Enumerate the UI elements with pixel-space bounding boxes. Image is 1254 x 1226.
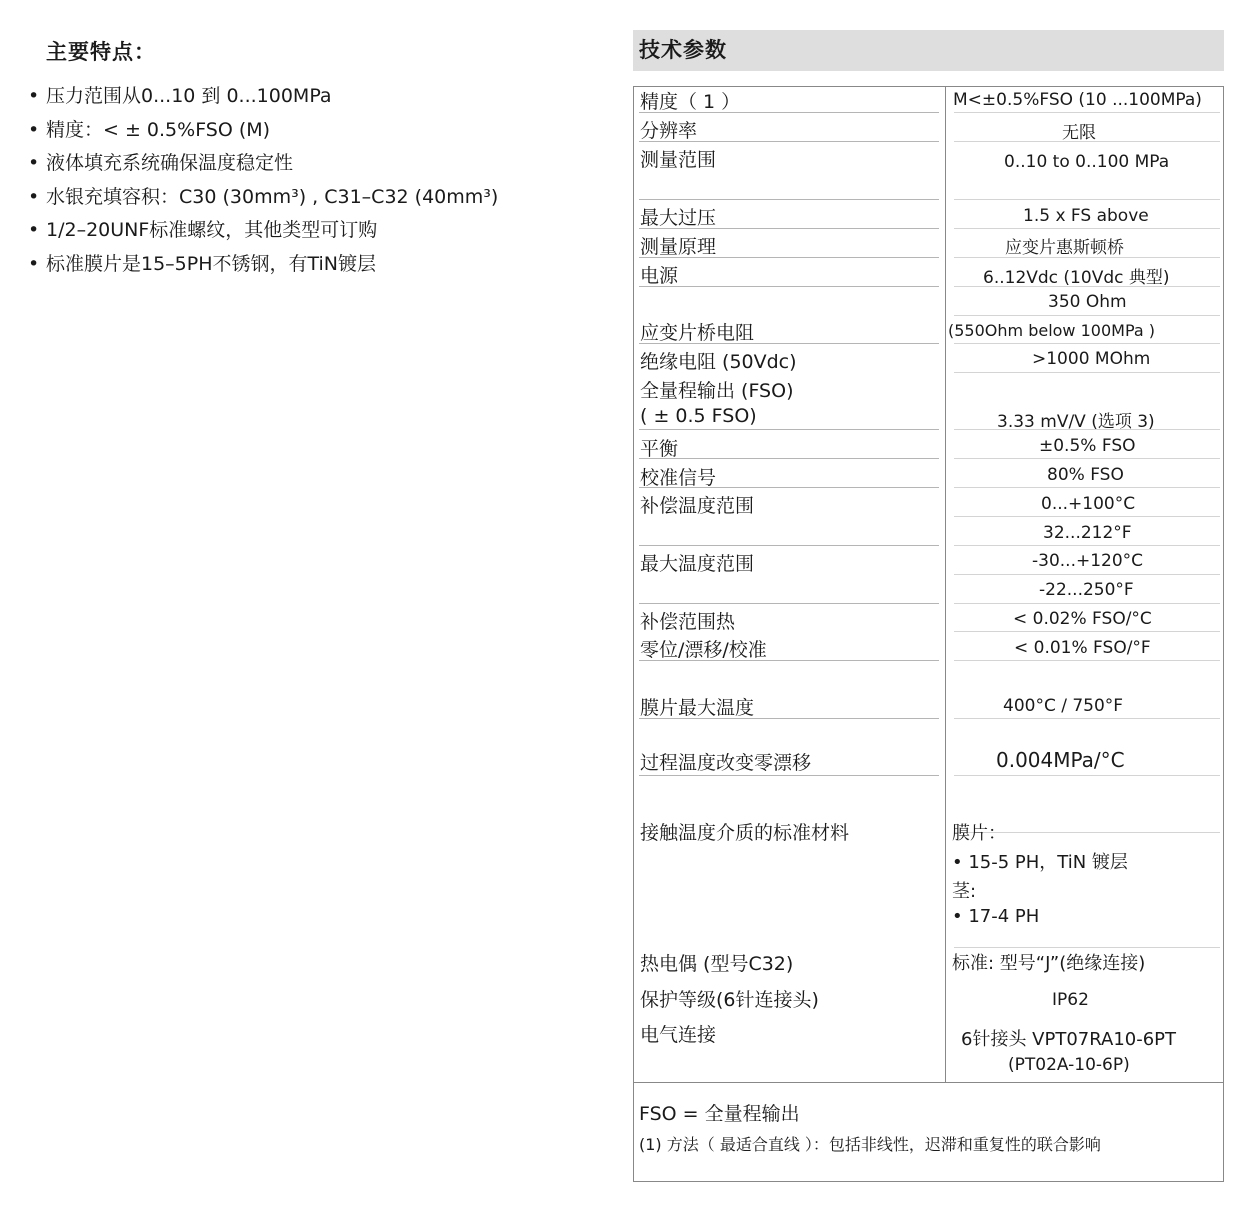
footnote-fso: FSO = 全量程输出	[639, 1103, 800, 1125]
spec-label: 电源	[640, 265, 679, 287]
spec-value: >1000 MOhm	[1032, 349, 1151, 369]
row-separator	[639, 458, 939, 459]
row-separator	[954, 228, 1220, 229]
spec-value: 膜片：	[952, 823, 1006, 844]
feature-item: • 标准膜片是15–5PH不锈钢，有TiN镀层	[28, 248, 608, 282]
spec-value: 1.5 x FS above	[1023, 206, 1149, 226]
spec-value: • 17-4 PH	[952, 906, 1040, 927]
spec-label: 应变片桥电阻	[640, 322, 755, 344]
row-separator	[639, 429, 939, 430]
spec-label: 电气连接	[640, 1024, 717, 1046]
row-separator	[954, 372, 1220, 373]
footnote-method: (1) 方法（ 最适合直线 ）：包括非线性，迟滞和重复性的联合影响	[639, 1135, 1101, 1154]
features-heading: 主要特点：	[46, 40, 156, 64]
spec-label: 最大过压	[640, 207, 717, 229]
feature-item: • 液体填充系统确保温度稳定性	[28, 147, 608, 181]
spec-value: 标准: 型号“J”(绝缘连接)	[952, 953, 1146, 974]
feature-item: • 精度：< ± 0.5%FSO (M)	[28, 114, 608, 148]
spec-label: 补偿温度范围	[640, 495, 755, 517]
spec-value: -30...+120°C	[1032, 551, 1144, 571]
spec-value: IP62	[1052, 990, 1089, 1010]
spec-value: 应变片惠斯顿桥	[1005, 238, 1124, 258]
spec-label: 零位/漂移/校准	[640, 639, 767, 661]
spec-value: (PT02A-10-6P)	[1008, 1055, 1130, 1075]
spec-value: 0...+100°C	[1041, 494, 1136, 514]
spec-label: 热电偶 (型号C32)	[640, 953, 794, 975]
row-separator	[954, 112, 1220, 113]
spec-label: 平衡	[640, 438, 679, 460]
spec-value: 3.33 mV/V (选项 3)	[997, 412, 1155, 432]
spec-value: 80% FSO	[1047, 465, 1124, 485]
row-separator	[954, 718, 1220, 719]
spec-label: 保护等级(6针连接头)	[640, 989, 819, 1011]
spec-label: 精度（ 1 ）	[640, 91, 741, 113]
spec-value: ±0.5% FSO	[1039, 436, 1136, 456]
row-separator	[954, 487, 1220, 488]
spec-value: • 15-5 PH，TiN 镀层	[952, 852, 1128, 873]
features-section	[28, 36, 608, 281]
feature-item: • 水银充填容积：C30 (30mm³) , C31–C32 (40mm³)	[28, 181, 608, 215]
spec-label: 全量程输出 (FSO)	[640, 380, 794, 402]
row-separator	[639, 603, 939, 604]
row-separator	[954, 603, 1220, 604]
row-separator	[954, 545, 1220, 546]
spec-value: 6针接头 VPT07RA10-6PT	[961, 1029, 1177, 1050]
row-separator	[954, 775, 1220, 776]
features-list	[28, 80, 608, 281]
column-divider	[945, 87, 946, 1082]
row-separator	[639, 199, 939, 200]
spec-label: 校准信号	[640, 467, 717, 489]
specs-heading: 技术参数	[633, 30, 1224, 71]
row-separator	[954, 631, 1220, 632]
spec-value: < 0.02% FSO/°C	[1013, 609, 1152, 629]
row-separator	[954, 315, 1220, 316]
spec-value: 茎:	[952, 881, 977, 902]
row-separator	[954, 199, 1220, 200]
spec-label: 最大温度范围	[640, 553, 755, 575]
spec-label: 过程温度改变零漂移	[640, 752, 812, 774]
spec-value: < 0.01% FSO/°F	[1014, 638, 1151, 658]
row-separator	[639, 286, 939, 287]
feature-item: • 1/2–20UNF标准螺纹，其他类型可订购	[28, 214, 608, 248]
spec-label: 测量原理	[640, 236, 717, 258]
spec-label: 膜片最大温度	[640, 697, 755, 719]
spec-label: ( ± 0.5 FSO)	[640, 405, 757, 427]
spec-label: 分辨率	[640, 120, 698, 142]
spec-value: 350 Ohm	[1048, 292, 1127, 312]
spec-value: 0.004MPa/°C	[996, 748, 1125, 772]
row-separator	[954, 343, 1220, 344]
row-separator	[639, 775, 939, 776]
spec-value: -22...250°F	[1039, 580, 1134, 600]
spec-value: 无限	[1062, 123, 1096, 143]
specs-section	[633, 30, 1224, 1182]
row-separator	[954, 947, 1220, 948]
row-separator	[954, 660, 1220, 661]
row-separator	[954, 458, 1220, 459]
spec-value: 6..12Vdc (10Vdc 典型)	[983, 268, 1170, 288]
footnote-divider	[634, 1082, 1223, 1083]
spec-value: 32...212°F	[1043, 523, 1132, 543]
row-separator	[954, 574, 1220, 575]
spec-value: (550Ohm below 100MPa )	[948, 321, 1155, 340]
spec-label: 补偿范围热	[640, 611, 736, 633]
spec-label: 接触温度介质的标准材料	[640, 822, 850, 844]
row-separator	[639, 545, 939, 546]
feature-item: • 压力范围从0...10 到 0...100MPa	[28, 80, 608, 114]
row-separator	[954, 516, 1220, 517]
spec-label: 绝缘电阻 (50Vdc)	[640, 351, 797, 373]
spec-value: 400°C / 750°F	[1003, 696, 1124, 716]
specs-table	[633, 86, 1224, 1182]
spec-value: M<±0.5%FSO (10 ...100MPa)	[953, 90, 1202, 110]
spec-value: 0..10 to 0..100 MPa	[1004, 152, 1170, 172]
spec-label: 测量范围	[640, 149, 717, 171]
